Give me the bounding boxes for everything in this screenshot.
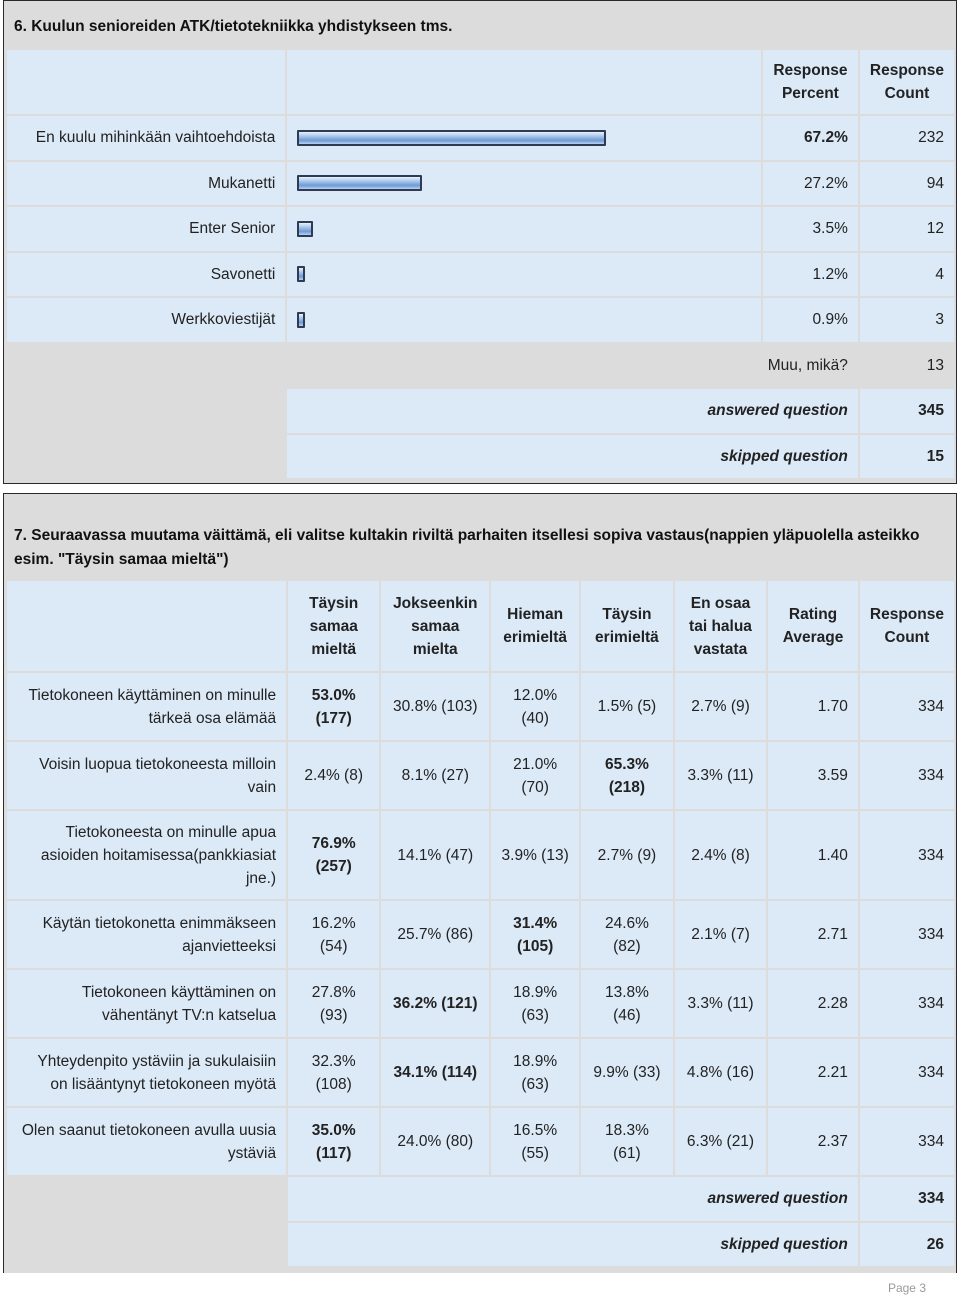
response-cell: 18.3% (61) <box>581 1108 673 1175</box>
response-bar <box>297 175 422 191</box>
question-7-table <box>5 579 956 1268</box>
response-cell: 1.5% (5) <box>581 673 673 740</box>
statement-label: Käytän tietokonetta enimmäkseen ajanvietteeksi <box>7 901 286 968</box>
response-cell: 30.8% (103) <box>381 673 489 740</box>
summary-spacer <box>7 1223 286 1267</box>
answered-row <box>7 389 954 433</box>
response-bar <box>297 130 606 146</box>
response-cell: 14.1% (47) <box>381 811 489 899</box>
column-header: Täysin samaa mieltä <box>288 581 379 671</box>
response-cell: 65.3% (218) <box>581 742 673 809</box>
response-cell: 2.4% (8) <box>288 742 379 809</box>
page-number: Page 3 <box>887 1281 926 1295</box>
skipped-label: skipped question <box>288 1223 858 1267</box>
question-6-title: 6. Kuulun senioreiden ATK/tietotekniikka yhdistykseen tms. <box>14 18 453 35</box>
summary-spacer <box>7 1177 286 1221</box>
column-header: Response Count <box>860 581 954 671</box>
statement-label: Voisin luopua tietokoneesta milloin vain <box>7 742 286 809</box>
rating-average: 2.28 <box>768 970 858 1037</box>
answered-label: answered question <box>288 1177 858 1221</box>
table-row <box>7 1108 954 1175</box>
bar-cell <box>287 207 761 251</box>
response-cell: 24.6% (82) <box>581 901 673 968</box>
response-count: 334 <box>860 742 954 809</box>
header-blank <box>7 581 286 671</box>
column-header: Rating Average <box>768 581 858 671</box>
column-header: En osaa tai halua vastata <box>675 581 766 671</box>
table-row <box>7 811 954 899</box>
table-row <box>7 673 954 740</box>
response-count: 334 <box>860 811 954 899</box>
response-count: 3 <box>860 298 954 342</box>
skipped-row <box>7 1223 954 1267</box>
other-label: Muu, mikä? <box>7 344 858 388</box>
question-7-title: 7. Seuraavassa muutama väittämä, eli valitse kultakin riviltä parhaiten itsellesi sopiva vastaus(nappien yläpuolella asteikko esim. "Täysin samaa mieltä") <box>14 527 920 568</box>
response-cell: 36.2% (121) <box>381 970 489 1037</box>
question-7-panel <box>3 493 957 1273</box>
other-count: 13 <box>860 344 954 388</box>
response-count: 232 <box>860 116 954 160</box>
statement-label: Tietokoneen käyttäminen on minulle tärkeä osa elämää <box>7 673 286 740</box>
response-cell: 2.4% (8) <box>675 811 766 899</box>
column-header: Täysin erimieltä <box>581 581 673 671</box>
response-cell: 12.0% (40) <box>491 673 579 740</box>
bar-cell <box>287 253 761 297</box>
rating-average: 2.37 <box>768 1108 858 1175</box>
table-row <box>7 298 954 342</box>
rating-average: 2.21 <box>768 1039 858 1106</box>
response-cell: 2.7% (9) <box>581 811 673 899</box>
table-row <box>7 162 954 206</box>
response-count: 94 <box>860 162 954 206</box>
response-bar <box>297 312 305 328</box>
response-cell: 8.1% (27) <box>381 742 489 809</box>
response-cell: 76.9% (257) <box>288 811 379 899</box>
option-label: Mukanetti <box>7 162 285 206</box>
response-bar <box>297 266 305 282</box>
response-count: 334 <box>860 1108 954 1175</box>
response-count: 334 <box>860 901 954 968</box>
column-header: Jokseenkin samaa mielta <box>381 581 489 671</box>
skipped-count: 15 <box>860 435 954 479</box>
response-cell: 4.8% (16) <box>675 1039 766 1106</box>
header-response-percent: Response Percent <box>763 50 858 114</box>
table-row <box>7 116 954 160</box>
response-count: 12 <box>860 207 954 251</box>
response-cell: 21.0% (70) <box>491 742 579 809</box>
answered-count: 334 <box>860 1177 954 1221</box>
bar-cell <box>287 162 761 206</box>
response-bar <box>297 221 313 237</box>
response-count: 4 <box>860 253 954 297</box>
header-response-count: Response Count <box>860 50 954 114</box>
response-cell: 2.7% (9) <box>675 673 766 740</box>
response-cell: 3.9% (13) <box>491 811 579 899</box>
rating-average: 1.70 <box>768 673 858 740</box>
response-cell: 3.3% (11) <box>675 970 766 1037</box>
response-cell: 9.9% (33) <box>581 1039 673 1106</box>
rating-average: 1.40 <box>768 811 858 899</box>
response-count: 334 <box>860 1039 954 1106</box>
answered-label: answered question <box>287 389 858 433</box>
response-cell: 27.8% (93) <box>288 970 379 1037</box>
response-cell: 18.9% (63) <box>491 970 579 1037</box>
response-percent: 67.2% <box>763 116 858 160</box>
table-row <box>7 970 954 1037</box>
question-6-panel <box>3 0 957 484</box>
response-cell: 18.9% (63) <box>491 1039 579 1106</box>
response-count: 334 <box>860 970 954 1037</box>
skipped-label: skipped question <box>287 435 858 479</box>
rating-average: 3.59 <box>768 742 858 809</box>
response-cell: 25.7% (86) <box>381 901 489 968</box>
table-row <box>7 742 954 809</box>
column-header: Hieman erimieltä <box>491 581 579 671</box>
statement-label: Tietokoneen käyttäminen on vähentänyt TV:n katselua <box>7 970 286 1037</box>
option-label: En kuulu mihinkään vaihtoehdoista <box>7 116 285 160</box>
header-blank <box>7 50 285 114</box>
option-label: Werkkoviestijät <box>7 298 285 342</box>
response-cell: 16.2% (54) <box>288 901 379 968</box>
response-percent: 27.2% <box>763 162 858 206</box>
option-label: Savonetti <box>7 253 285 297</box>
response-percent: 3.5% <box>763 207 858 251</box>
table-row <box>7 901 954 968</box>
response-cell: 24.0% (80) <box>381 1108 489 1175</box>
header-blank <box>287 50 761 114</box>
response-cell: 35.0% (117) <box>288 1108 379 1175</box>
response-percent: 1.2% <box>763 253 858 297</box>
summary-spacer <box>7 435 285 479</box>
response-cell: 13.8% (46) <box>581 970 673 1037</box>
table-row <box>7 207 954 251</box>
response-cell: 16.5% (55) <box>491 1108 579 1175</box>
bar-cell <box>287 116 761 160</box>
response-cell: 32.3% (108) <box>288 1039 379 1106</box>
statement-label: Tietokoneesta on minulle apua asioiden hoitamisessa(pankkiasiat jne.) <box>7 811 286 899</box>
statement-label: Yhteydenpito ystäviin ja sukulaisiin on lisääntynyt tietokoneen myötä <box>7 1039 286 1106</box>
statement-label: Olen saanut tietokoneen avulla uusia ystäviä <box>7 1108 286 1175</box>
answered-count: 345 <box>860 389 954 433</box>
response-cell: 53.0% (177) <box>288 673 379 740</box>
response-cell: 6.3% (21) <box>675 1108 766 1175</box>
skipped-row <box>7 435 954 479</box>
option-label: Enter Senior <box>7 207 285 251</box>
question-6-table <box>5 48 956 480</box>
response-count: 334 <box>860 673 954 740</box>
rating-average: 2.71 <box>768 901 858 968</box>
bar-cell <box>287 298 761 342</box>
response-cell: 3.3% (11) <box>675 742 766 809</box>
summary-spacer <box>7 389 285 433</box>
table-row <box>7 1039 954 1106</box>
skipped-count: 26 <box>860 1223 954 1267</box>
answered-row <box>7 1177 954 1221</box>
response-percent: 0.9% <box>763 298 858 342</box>
response-cell: 2.1% (7) <box>675 901 766 968</box>
other-row <box>7 344 954 388</box>
response-cell: 34.1% (114) <box>381 1039 489 1106</box>
table-row <box>7 253 954 297</box>
response-cell: 31.4% (105) <box>491 901 579 968</box>
